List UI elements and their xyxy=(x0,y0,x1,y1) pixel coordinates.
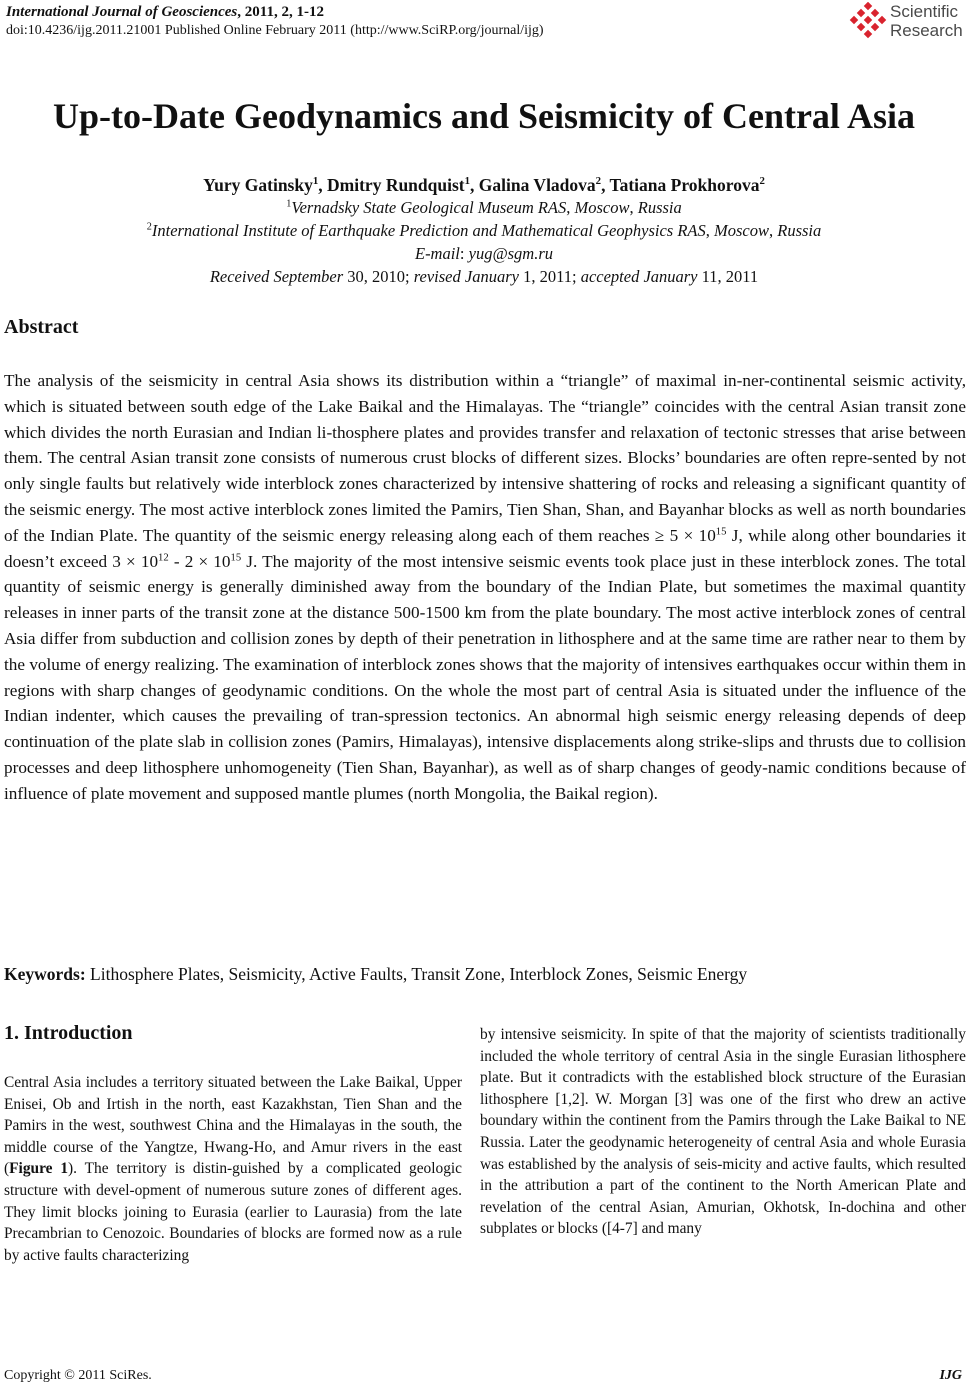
intro-text: Central Asia includes a territory situated between the Lake Baikal, Upper Enisei, Ob and Irtish in the north, east Kazakhstan, Tien Shan and the Pamirs in the west, southwest China and the Himalayas in the south, the middle course of the Yangtze, Hwang-Ho, and Amur rivers in the east ( xyxy=(4,1074,462,1178)
exponent: 12 xyxy=(158,551,169,563)
author-name: Yury Gatinsky xyxy=(203,175,313,195)
dates-line xyxy=(0,266,968,288)
author-sep: , xyxy=(318,175,328,195)
journal-abbreviation: IJG xyxy=(939,1368,962,1383)
journal-citation xyxy=(6,3,706,22)
logo-text xyxy=(890,2,963,40)
author-list xyxy=(0,172,968,198)
author-name: Galina Vladova xyxy=(478,175,596,195)
author-affil-sup: 2 xyxy=(759,175,765,188)
affil-city: Moscow xyxy=(713,221,769,240)
keywords-label: Keywords: xyxy=(4,964,86,984)
exponent: 15 xyxy=(230,551,242,563)
figure-1-link[interactable]: Figure 1 xyxy=(9,1160,69,1178)
doi-line: doi:10.4236/ijg.2011.21001 Published Online February 2011 (http://www.SciRP.org/journal/ijg) xyxy=(6,23,544,38)
intro-heading: 1. Introduction xyxy=(4,1022,133,1044)
journal-header xyxy=(6,3,706,40)
abstract-text: The analysis of the seismicity in central Asia shows its distribution within a “triangle” of maximal in-ner-continental seismic activity, which is situated between south edge of the Lake Baikal and the Himalayas. The “triangle” coincides with the central Asian transit zone which divides the north Eurasian and Indian li-thosphere plates and provides transfer and relaxation of tectonic stresses that arise between them. The central Asian transit zone consists of numerous crust blocks of different sizes. Blocks’ boundaries are often repre-sented by not only single faults but relatively wide interblock zones characterized by intensive shattering of rocks and releasing a significant quantity of the seismic energy. The most active interblock zones limited the Pamirs, Tien Shan, Shan, and Bayanhar blocks as well as north boundaries of the Indian Plate. The quantity of the seismic energy releasing along each of them reaches ≥ 5 × 10 xyxy=(4,371,966,545)
intro-right-column: by intensive seismicity. In spite of that the majority of scientists traditionally included the whole territory of central Asia in the single Eurasian lithosphere plate. But it contradicts with the established block structure of the Eurasian lithosphere [1,2]. W. Morgan [3] was one of the first who drew an active boundary within the continent from the Pamirs through the Lake Baikal to NE Russia. Later the geodynamic heterogeneity of central Asia and whole Eurasia was established by the analysis of seis-micity and active faults, which resulted in the attribution a part of the continent to the North American Plate and revelation of the central Asian, Amurian, Okhotsk, In-dochina and other subplates or blocks ([4-7] and many xyxy=(480,1026,966,1238)
received-label: Received September xyxy=(209,267,344,286)
paper-title: Up-to-Date Geodynamics and Seismicity of Central Asia xyxy=(53,96,915,136)
accepted-label: accepted January xyxy=(580,267,698,286)
intro-text: ). The territory is distin-guished by a complicated geologic structure with devel-opment of numerous suture zones of different ages. They limit blocks joining to Eurasia (earlier to Laurasia) from the late Precambrian to Cenozoic. Boundaries of blocks are formed now as a rule by active faults characterizing xyxy=(4,1160,462,1264)
copyright: Copyright © 2011 SciRes. xyxy=(4,1368,152,1383)
affil-sup: 2 xyxy=(146,221,152,233)
affil-institution: International Institute of Earthquake Prediction and Mathematical Geophysics RAS xyxy=(151,221,706,240)
affil-country: Russia xyxy=(637,198,682,217)
keywords-list: Lithosphere Plates, Seismicity, Active Faults, Transit Zone, Interblock Zones, Seismic Energy xyxy=(85,964,748,984)
author-affil-sup: 1 xyxy=(312,175,319,188)
email-link[interactable]: yug@sgm.ru xyxy=(468,244,554,263)
journal-issue: , 2011, 2, 1-12 xyxy=(237,4,324,20)
accepted-date: 11, 2011 xyxy=(697,267,759,286)
keywords xyxy=(4,962,966,986)
exponent: 15 xyxy=(715,526,727,538)
publisher-logo[interactable] xyxy=(848,2,966,44)
affil-institution: Vernadsky State Geological Museum RAS xyxy=(291,198,567,217)
author-name: Dmitry Rundquist xyxy=(327,175,465,195)
affiliation-1: $^1$Vernadsky State Geological Museum RAS, Moscow, Russia xyxy=(286,198,682,217)
logo-mark-icon xyxy=(848,2,888,42)
email-label: E-mail xyxy=(414,244,460,263)
logo-line-2: Research xyxy=(890,21,963,40)
author-sep: , xyxy=(470,175,479,195)
author-sep: , xyxy=(601,175,610,195)
author-affil-sup: 1 xyxy=(464,175,471,188)
affil-city: Moscow xyxy=(574,198,630,217)
logo-line-1: Scientific xyxy=(890,2,959,21)
affiliation-2: $^2$International Institute of Earthquake Prediction and Mathematical Geophysics RAS, Moscow, Russia xyxy=(146,221,822,240)
abstract-text: J. The majority of the most intensive seismic events took place just in these interblock zones. The total quantity of seismic energy is generally diminished away from the boundary of the Indian Plate, but sometimes the maximal quantity releases in inner parts of the transit zone at the distance 500-1500 km from the plate boundary. The most active interblock zones of central Asia differ from subduction and collision zones by depth of their penetration in lithosphere and at the same time are rather near to them by the volume of energy realizing. The examination of interblock zones shows that the majority of intensives earthquakes occur within them in regions with sharp changes of geodynamic conditions. On the whole the most part of central Asia is situated under the influence of the Indian indenter, which causes the prevailing of tran-spression tectonics. An abnormal high seismic energy releasing depends of deep continuation of the plate slab in collision zones (Pamirs, Himalayas), intensive displacements along strike-slips and thrusts due to collision processes and deep lithosphere unhomogeneity (Tien Shan, Bayanhar), as well as of sharp changes of geody-namic conditions because of influence of plate movement and supposed mantle plumes (north Mongolia, the Baikal region). xyxy=(4,551,967,803)
affil-country: Russia xyxy=(777,221,822,240)
abstract-text: - 2 × 10 xyxy=(168,551,231,571)
author-name: Tatiana Prokhorova xyxy=(609,175,760,195)
revised-date: 1, 2011; xyxy=(518,267,581,286)
affil-sup: 1 xyxy=(286,198,292,210)
author-affil-sup: 2 xyxy=(595,175,602,188)
abstract-text: J, while along other boundaries it doesn’t exceed 3 × 10 xyxy=(4,525,966,571)
email-line: E-mail: yug@sgm.ru xyxy=(414,244,554,263)
journal-name: International Journal of Geosciences xyxy=(6,4,238,20)
intro-left-column xyxy=(4,1072,462,1266)
revised-label: revised January xyxy=(413,267,519,286)
received-date: 30, 2010; xyxy=(343,267,414,286)
abstract-heading: Abstract xyxy=(4,316,79,338)
abstract-body xyxy=(4,368,966,807)
